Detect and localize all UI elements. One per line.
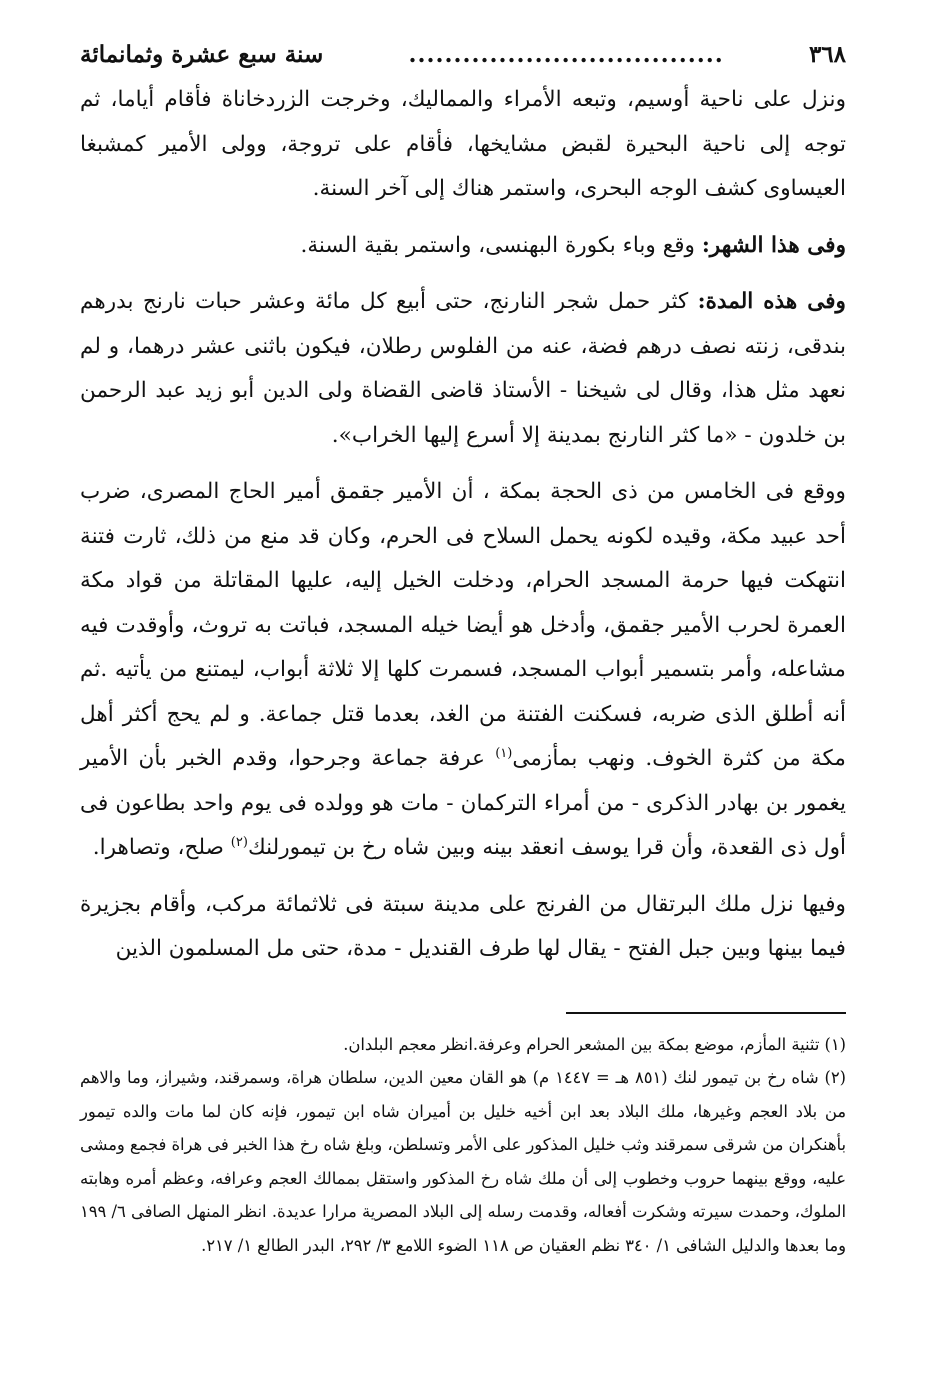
paragraph-4	[80, 470, 846, 871]
footnote-ref-1[interactable]: (١)	[495, 745, 513, 761]
footnote-separator	[566, 1012, 846, 1014]
paragraph-4-text-c: صلح، وتصاهرا.	[92, 835, 231, 860]
paragraph-2-lead: وفى هذا الشهر:	[701, 232, 846, 258]
paragraph-3-lead: وفى هذه المدة:	[697, 289, 846, 314]
paragraph-5-text: وفيها نزل ملك البرتقال من الفرنج على مدينة سبتة فى ثلاثمائة مركب، وأقام بجزيرة فيما بينها وبين جبل الفتح - يقال لها طرف القنديل - مدة، حتى مل المسلمون الذين	[80, 891, 846, 961]
header-leader-dots: ...................................	[408, 41, 724, 68]
paragraph-3	[80, 280, 846, 458]
footnote-1: (١) تثنية المأزم، موضع بمكة بين المشعر الحرام وعرفة.انظر معجم البلدان.	[343, 1034, 846, 1054]
page-number: ٣٦٨	[808, 41, 846, 68]
footnote-ref-2[interactable]: (٢)	[230, 834, 248, 850]
paragraph-2-text: وقع وباء بكورة البهنسى، واستمر بقية السنة.	[300, 232, 702, 258]
paragraph-5	[80, 883, 846, 972]
footnote-separator-wrap	[80, 1012, 846, 1014]
paragraph-1-text: ونزل على ناحية أوسيم، وتبعه الأمراء والمماليك، وخرجت الزردخاناة فأقام أياما، ثم توجه إلى ناحية البحيرة لقبض مشايخها، فأقام على تروجة، وولى الأمير كمشبغا العيساوى كشف الوجه البحرى، واستمر هناك إلى آخر السنة.	[80, 87, 846, 201]
paragraph-4-text-b: عرفة جماعة وجرحوا، وقدم الخبر بأن الأمير يغمور بن بهادر الذكرى - من أمراء التركمان - مات هو وولده فى يوم واحد بطاعون فى أول ذى القعدة، وأن قرا يوسف انعقد بينه وبين شاه رخ بن تيمورلنك	[80, 746, 846, 860]
footnote-2: (٢) شاه رخ بن تيمور لنك (٨٥١ هـ = ١٤٤٧ م) هو القان معين الدين، سلطان هراة، وسمرقند، وشيراز، وما والاهم من بلاد العجم وغيرها، ملك البلاد بعد ابن أخيه خليل بن أميران شاه ابن تيمور، فإنه كان لما مات والده تيمور بأهنكران من شرقى سمرقند وثب خليل المذكور على الأمر وتسلطن، وبلغ شاه رخ هذا الخبر فى هراة فجمع ومشى عليه، ووقع بينهما حروب وخطوب إلى أن ملك شاه رخ المذكور واستقل بممالك العجم وعرافه، وعظم أمره وهابته الملوك، وحمدت سيرته وشكرت أفعاله، وقدمت رسله إلى البلاد المصرية مرارا عديدة. انظر المنهل الصافى ٦/ ١٩٩ وما بعدها والدليل الشافى ١/ ٣٤٠ نظم العقيان ص ١١٨ الضوء اللامع ٣/ ٢٩٢، البدر الطالع ١/ ٢١٧.	[80, 1068, 846, 1255]
paragraph-3-text: كثر حمل شجر النارنج، حتى أبيع كل مائة وعشر حبات نارنج بدرهم بندقى، زنته نصف درهم فضة، عنه من الفلوس رطلان، فيكون باثنى عشر درهما، و لم نعهد مثل هذا، وقال لى شيخنا - الأستاذ قاضى القضاة ولى الدين أبو زيد عبد الرحمن بن خلدون - «ما كثر النارنج بمدينة إلا أسرع إليها الخراب».	[80, 289, 846, 448]
header-title: سنة سبع عشرة وثمانمائة	[80, 41, 324, 68]
paragraph-2	[80, 224, 846, 269]
running-header	[80, 38, 846, 72]
paragraph-1	[80, 78, 846, 212]
paragraph-4-text-a: ووقع فى الخامس من ذى الحجة بمكة ، أن الأمير جقمق أمير الحاج المصرى، ضرب أحد عبيد مكة، وقيده لكونه يحمل السلاح فى الحرم، وكان قد منع من ذلك، ثارت فتنة انتهكت فيها حرمة المسجد الحرام، ودخلت الخيل إليه، عليها المقاتلة من قواد مكة العمرة لحرب الأمير جقمق، وأدخل هو أيضا خيله المسجد، فباتت به تروث، وأوقدت فيه مشاعله، وأمر بتسمير أبواب المسجد، فسمرت كلها إلا ثلاثة أبواب، ليمتنع من يأتيه .ثم أنه أطلق الذى ضربه، فسكنت الفتنة من الغد، بعدما قتل جماعة. و لم يحج أكثر أهل مكة من كثرة الخوف. ونهب بمأزمى	[80, 479, 846, 771]
